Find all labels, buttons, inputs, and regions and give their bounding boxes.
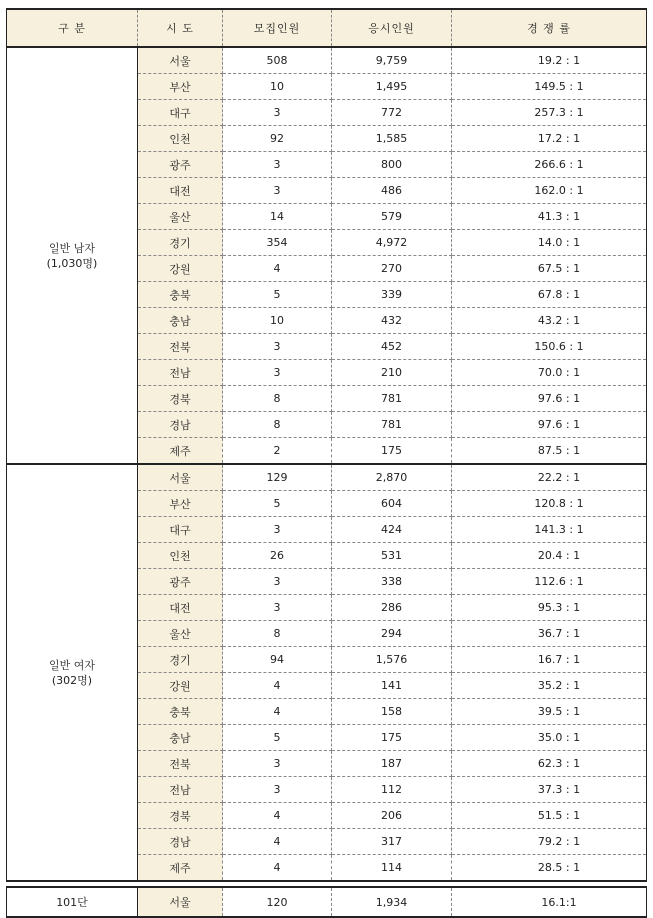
cell-ratio: 150.6 : 1 xyxy=(452,334,647,360)
cell-ratio: 141.3 : 1 xyxy=(452,517,647,543)
cell-applicants: 9,759 xyxy=(332,47,452,74)
cell-recruit: 3 xyxy=(223,569,332,595)
cell-recruit: 129 xyxy=(223,464,332,491)
cell-sido: 인천 xyxy=(138,543,223,569)
cell-recruit: 354 xyxy=(223,230,332,256)
cell-applicants: 294 xyxy=(332,621,452,647)
cell-sido: 경남 xyxy=(138,412,223,438)
cell-applicants: 1,585 xyxy=(332,126,452,152)
cell-sido: 제주 xyxy=(138,438,223,465)
cell-sido: 강원 xyxy=(138,673,223,699)
cell-recruit: 508 xyxy=(223,47,332,74)
cell-ratio: 19.2 : 1 xyxy=(452,47,647,74)
header-ratio: 경 쟁 률 xyxy=(452,9,647,47)
cell-applicants: 2,870 xyxy=(332,464,452,491)
section-label-line2: (302명) xyxy=(51,673,93,687)
cell-ratio: 14.0 : 1 xyxy=(452,230,647,256)
cell-sido: 전북 xyxy=(138,751,223,777)
cell-recruit: 3 xyxy=(223,595,332,621)
cell-ratio: 35.2 : 1 xyxy=(452,673,647,699)
cell-recruit: 4 xyxy=(223,673,332,699)
cell-sido: 경북 xyxy=(138,386,223,412)
cell-recruit: 4 xyxy=(223,829,332,855)
cell-applicants: 604 xyxy=(332,491,452,517)
cell-ratio: 51.5 : 1 xyxy=(452,803,647,829)
cell-recruit: 3 xyxy=(223,360,332,386)
cell-sido: 부산 xyxy=(138,74,223,100)
cell-sido: 경남 xyxy=(138,829,223,855)
cell-sido: 광주 xyxy=(138,152,223,178)
cell-recruit: 3 xyxy=(223,751,332,777)
cell-recruit: 4 xyxy=(223,855,332,882)
section-label-line2: (1,030명) xyxy=(46,256,98,270)
cell-ratio: 87.5 : 1 xyxy=(452,438,647,465)
cell-ratio: 120.8 : 1 xyxy=(452,491,647,517)
cell-recruit: 8 xyxy=(223,386,332,412)
cell-ratio: 79.2 : 1 xyxy=(452,829,647,855)
cell-applicants: 1,495 xyxy=(332,74,452,100)
final-sido: 서울 xyxy=(138,887,223,917)
cell-sido: 울산 xyxy=(138,621,223,647)
cell-recruit: 3 xyxy=(223,517,332,543)
section-label xyxy=(7,464,138,881)
cell-recruit: 3 xyxy=(223,178,332,204)
cell-applicants: 114 xyxy=(332,855,452,882)
cell-applicants: 141 xyxy=(332,673,452,699)
cell-applicants: 781 xyxy=(332,412,452,438)
cell-applicants: 206 xyxy=(332,803,452,829)
cell-recruit: 3 xyxy=(223,334,332,360)
cell-recruit: 5 xyxy=(223,491,332,517)
cell-recruit: 4 xyxy=(223,699,332,725)
cell-recruit: 5 xyxy=(223,282,332,308)
cell-applicants: 158 xyxy=(332,699,452,725)
cell-sido: 강원 xyxy=(138,256,223,282)
cell-applicants: 339 xyxy=(332,282,452,308)
cell-sido: 대전 xyxy=(138,595,223,621)
cell-ratio: 67.8 : 1 xyxy=(452,282,647,308)
cell-sido: 전남 xyxy=(138,360,223,386)
final-group: 101단 xyxy=(7,887,138,917)
final-recruit: 120 xyxy=(223,887,332,917)
cell-ratio: 266.6 : 1 xyxy=(452,152,647,178)
table-row-final xyxy=(7,887,647,917)
cell-ratio: 37.3 : 1 xyxy=(452,777,647,803)
cell-recruit: 8 xyxy=(223,412,332,438)
cell-ratio: 62.3 : 1 xyxy=(452,751,647,777)
cell-sido: 인천 xyxy=(138,126,223,152)
cell-recruit: 26 xyxy=(223,543,332,569)
cell-applicants: 4,972 xyxy=(332,230,452,256)
cell-ratio: 28.5 : 1 xyxy=(452,855,647,882)
cell-ratio: 36.7 : 1 xyxy=(452,621,647,647)
cell-sido: 충북 xyxy=(138,282,223,308)
cell-recruit: 2 xyxy=(223,438,332,465)
final-applicants: 1,934 xyxy=(332,887,452,917)
cell-ratio: 67.5 : 1 xyxy=(452,256,647,282)
cell-applicants: 579 xyxy=(332,204,452,230)
cell-sido: 서울 xyxy=(138,47,223,74)
cell-applicants: 800 xyxy=(332,152,452,178)
cell-applicants: 424 xyxy=(332,517,452,543)
cell-recruit: 4 xyxy=(223,256,332,282)
cell-applicants: 452 xyxy=(332,334,452,360)
cell-applicants: 112 xyxy=(332,777,452,803)
cell-applicants: 317 xyxy=(332,829,452,855)
header-applicants: 응시인원 xyxy=(332,9,452,47)
cell-ratio: 149.5 : 1 xyxy=(452,74,647,100)
cell-ratio: 35.0 : 1 xyxy=(452,725,647,751)
cell-sido: 전북 xyxy=(138,334,223,360)
cell-ratio: 97.6 : 1 xyxy=(452,412,647,438)
cell-applicants: 1,576 xyxy=(332,647,452,673)
cell-sido: 울산 xyxy=(138,204,223,230)
cell-applicants: 781 xyxy=(332,386,452,412)
cell-sido: 충북 xyxy=(138,699,223,725)
cell-sido: 충남 xyxy=(138,308,223,334)
cell-recruit: 8 xyxy=(223,621,332,647)
cell-recruit: 3 xyxy=(223,152,332,178)
table-body xyxy=(7,47,647,917)
cell-ratio: 39.5 : 1 xyxy=(452,699,647,725)
cell-applicants: 338 xyxy=(332,569,452,595)
final-ratio: 16.1:1 xyxy=(452,887,647,917)
competition-table-container xyxy=(6,8,646,918)
cell-recruit: 4 xyxy=(223,803,332,829)
table-row xyxy=(7,47,647,74)
cell-ratio: 70.0 : 1 xyxy=(452,360,647,386)
cell-ratio: 17.2 : 1 xyxy=(452,126,647,152)
cell-recruit: 3 xyxy=(223,777,332,803)
cell-recruit: 10 xyxy=(223,74,332,100)
cell-ratio: 43.2 : 1 xyxy=(452,308,647,334)
cell-applicants: 486 xyxy=(332,178,452,204)
cell-recruit: 10 xyxy=(223,308,332,334)
cell-applicants: 175 xyxy=(332,725,452,751)
section-label-line1: 일반 여자 xyxy=(48,658,95,672)
cell-applicants: 432 xyxy=(332,308,452,334)
header-sido: 시 도 xyxy=(138,9,223,47)
cell-recruit: 14 xyxy=(223,204,332,230)
cell-sido: 부산 xyxy=(138,491,223,517)
table-header-row xyxy=(7,9,647,47)
cell-applicants: 286 xyxy=(332,595,452,621)
cell-applicants: 187 xyxy=(332,751,452,777)
cell-ratio: 257.3 : 1 xyxy=(452,100,647,126)
section-label xyxy=(7,47,138,464)
cell-sido: 전남 xyxy=(138,777,223,803)
cell-recruit: 5 xyxy=(223,725,332,751)
table-row xyxy=(7,464,647,491)
cell-sido: 광주 xyxy=(138,569,223,595)
cell-sido: 대구 xyxy=(138,517,223,543)
cell-ratio: 16.7 : 1 xyxy=(452,647,647,673)
cell-ratio: 22.2 : 1 xyxy=(452,464,647,491)
cell-ratio: 95.3 : 1 xyxy=(452,595,647,621)
cell-sido: 대구 xyxy=(138,100,223,126)
cell-ratio: 41.3 : 1 xyxy=(452,204,647,230)
cell-applicants: 270 xyxy=(332,256,452,282)
competition-table xyxy=(6,8,647,918)
section-label-line1: 일반 남자 xyxy=(48,241,95,255)
cell-applicants: 175 xyxy=(332,438,452,465)
cell-applicants: 210 xyxy=(332,360,452,386)
cell-sido: 제주 xyxy=(138,855,223,882)
header-group: 구 분 xyxy=(7,9,138,47)
cell-applicants: 531 xyxy=(332,543,452,569)
cell-sido: 대전 xyxy=(138,178,223,204)
header-recruit: 모집인원 xyxy=(223,9,332,47)
cell-ratio: 112.6 : 1 xyxy=(452,569,647,595)
cell-recruit: 92 xyxy=(223,126,332,152)
cell-sido: 충남 xyxy=(138,725,223,751)
cell-sido: 경북 xyxy=(138,803,223,829)
cell-recruit: 3 xyxy=(223,100,332,126)
cell-ratio: 20.4 : 1 xyxy=(452,543,647,569)
cell-ratio: 97.6 : 1 xyxy=(452,386,647,412)
cell-sido: 서울 xyxy=(138,464,223,491)
cell-recruit: 94 xyxy=(223,647,332,673)
cell-ratio: 162.0 : 1 xyxy=(452,178,647,204)
cell-applicants: 772 xyxy=(332,100,452,126)
cell-sido: 경기 xyxy=(138,230,223,256)
cell-sido: 경기 xyxy=(138,647,223,673)
